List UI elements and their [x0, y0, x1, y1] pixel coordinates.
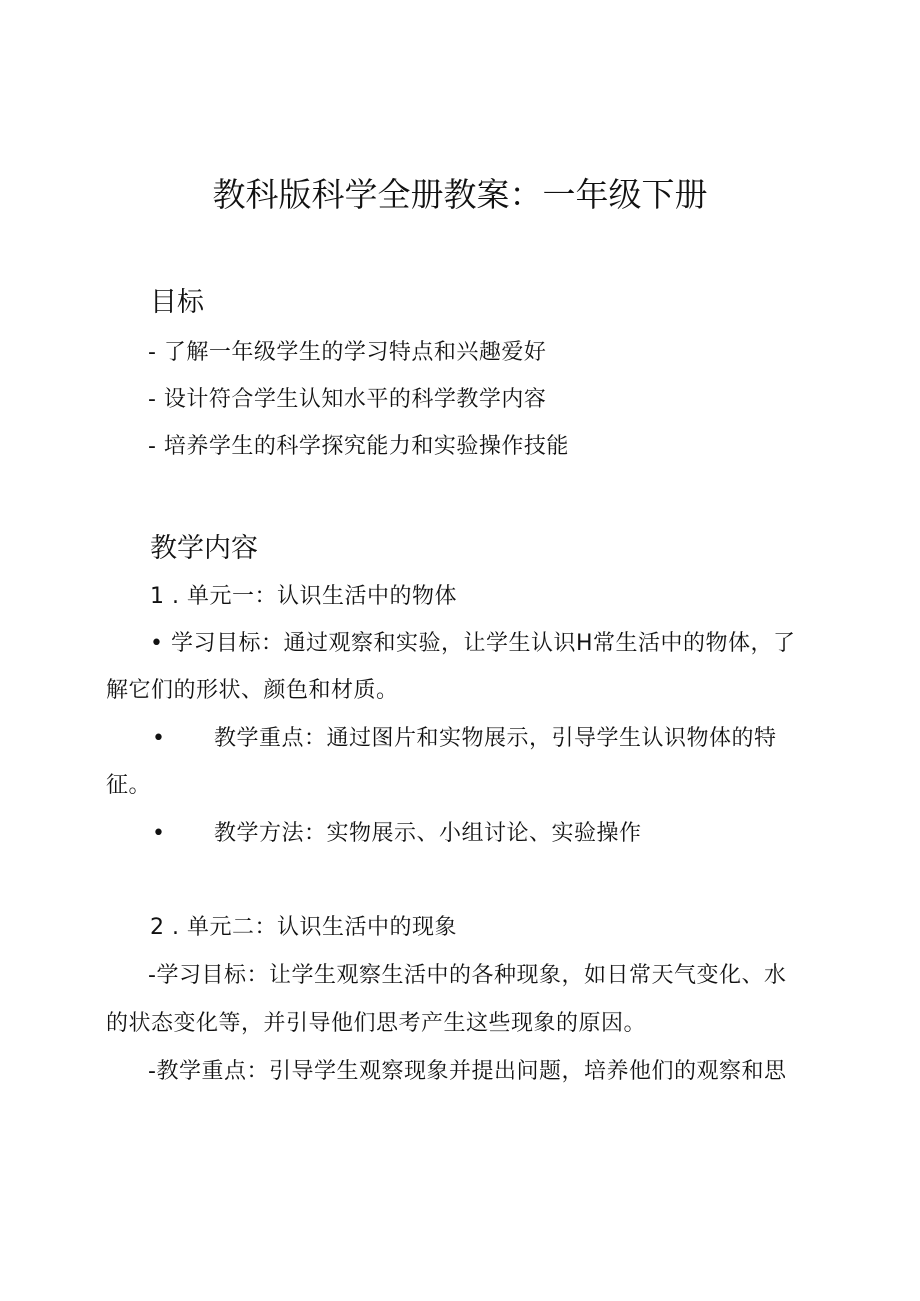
document-title: 教科版科学全册教案：一年级下册	[212, 175, 708, 214]
unit1-focus-line2: 征。	[106, 773, 152, 798]
unit1-method-bullet: •	[152, 821, 165, 846]
unit1-goal-line1: • 学习目标：通过观察和实验，让学生认识H常生活中的物体，了	[150, 631, 796, 656]
objective-item: - 设计符合学生认知水平的科学教学内容	[148, 387, 547, 412]
unit1-title: 1 . 单元一：认识生活中的物体	[150, 584, 457, 609]
objective-item: - 培养学生的科学探究能力和实验操作技能	[148, 434, 569, 459]
unit2-goal-line1: -学习目标：让学生观察生活中的各种现象，如日常天气变化、水	[148, 963, 787, 988]
unit2-goal-line2: 的状态变化等，并引导他们思考产生这些现象的原因。	[106, 1011, 647, 1036]
content-heading: 教学内容	[150, 533, 258, 564]
unit1-focus-bullet: •	[152, 726, 165, 751]
unit1-method-line: 教学方法：实物展示、小组讨论、实验操作	[214, 821, 642, 846]
unit2-title: 2 . 单元二：认识生活中的现象	[150, 915, 457, 940]
objective-item: - 了解一年级学生的学习特点和兴趣爱好	[148, 340, 547, 365]
unit1-focus-line1: 教学重点：通过图片和实物展示，引导学生认识物体的特	[214, 726, 777, 751]
unit2-focus-line1: -教学重点：引导学生观察现象并提出问题，培养他们的观察和思	[148, 1059, 787, 1084]
objectives-heading: 目标	[150, 287, 204, 318]
unit1-goal-line2: 解它们的形状、颜色和材质。	[106, 678, 399, 703]
